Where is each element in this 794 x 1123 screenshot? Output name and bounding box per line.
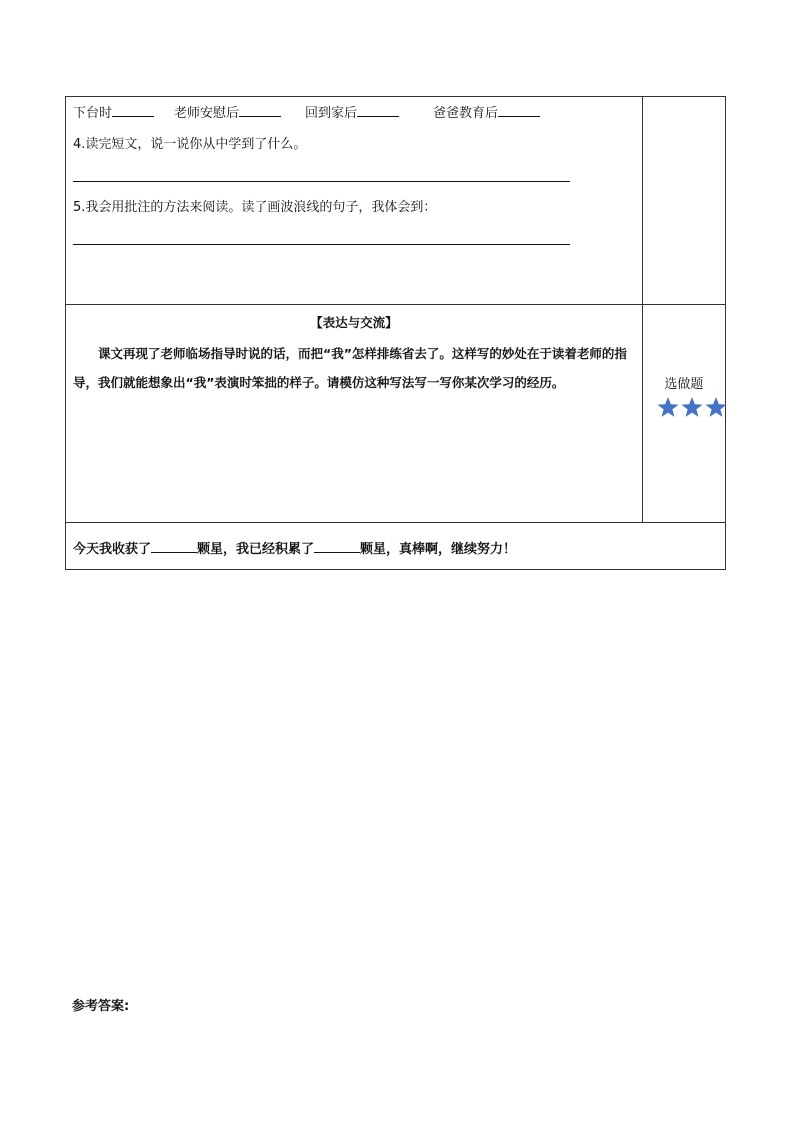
summary-part-2: 颗星，我已经积累了 [197, 542, 315, 557]
reading-questions-cell [66, 97, 643, 305]
answer-heading: 参考答案: [72, 999, 130, 1014]
section-title: 【表达与交流】 [310, 315, 398, 330]
reading-questions-row [66, 97, 726, 305]
fill-label-comfort: 老师安慰后 [174, 106, 240, 121]
answer-line[interactable] [73, 244, 570, 245]
writing-prompt: 课文再现了老师临场指导时说的话，而把“我”怎样排练省去了。这样写的妙处在于读着老师的指导，我们就能想象出“我”表演时笨拙的样子。请模仿这种写法写一写你某次学习的经历。 [73, 346, 627, 390]
question-5: 5.我会用批注的方法来阅读。读了画波浪线的句子，我体会到： [73, 200, 437, 215]
star-summary [73, 538, 516, 557]
summary-part-3: 颗星，真棒啊，继续努力！ [360, 542, 517, 557]
star-icon [657, 397, 678, 417]
summary-part-1: 今天我收获了 [73, 542, 152, 557]
fill-label-dad: 爸爸教育后 [433, 106, 499, 121]
answer-line[interactable] [73, 181, 570, 182]
fill-blank[interactable] [112, 104, 154, 117]
fill-blank[interactable] [357, 104, 399, 117]
fill-blank[interactable] [314, 540, 360, 553]
expression-row [66, 305, 726, 523]
optional-cell [642, 305, 725, 523]
star-icon [681, 397, 702, 417]
expression-cell [66, 305, 643, 523]
fill-label-home: 回到家后 [305, 106, 358, 121]
worksheet-table [65, 96, 726, 570]
summary-row [66, 523, 726, 570]
star-rating [656, 396, 736, 420]
summary-cell [66, 523, 726, 570]
fill-blank[interactable] [151, 540, 197, 553]
optional-label: 选做题 [664, 377, 704, 392]
stage-fill-line [73, 104, 540, 122]
question-4: 4.读完短文，说一说你从中学到了什么。 [73, 137, 307, 152]
fill-blank[interactable] [498, 104, 540, 117]
side-cell-empty [642, 97, 725, 305]
star-icon [705, 397, 726, 417]
fill-label-stage: 下台时 [73, 106, 113, 121]
fill-blank[interactable] [239, 104, 281, 117]
